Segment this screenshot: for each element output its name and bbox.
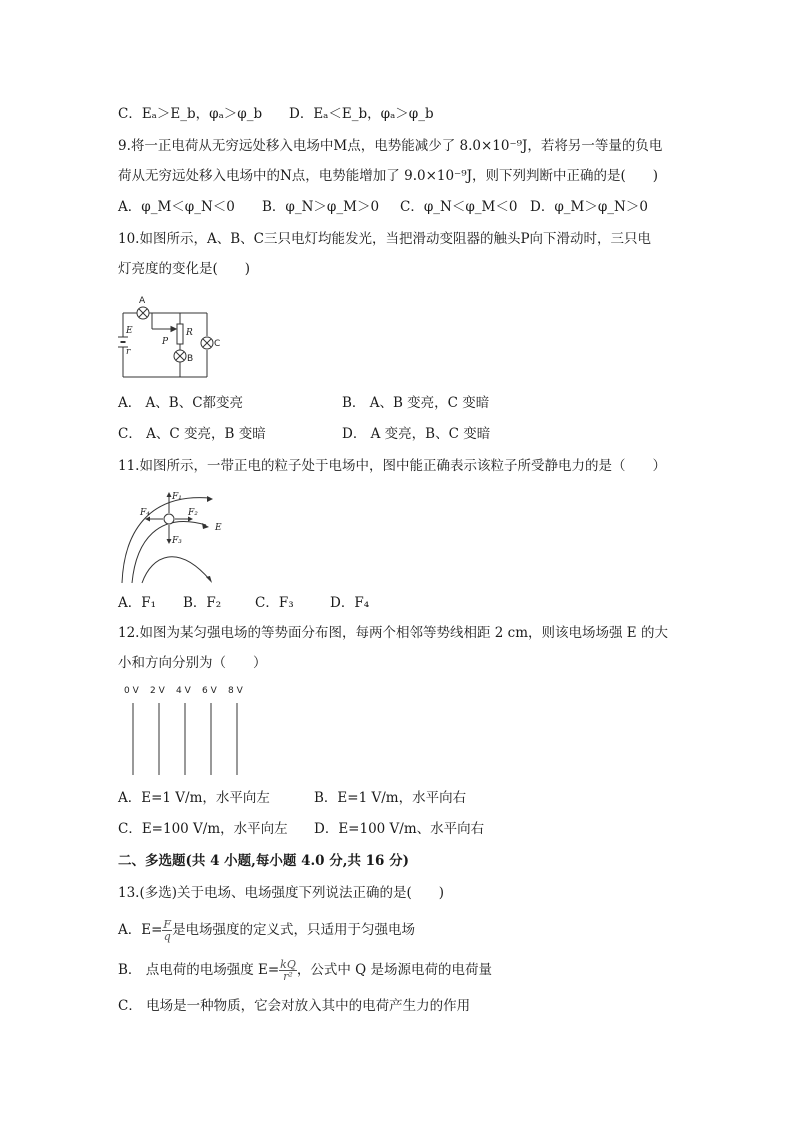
q9-option-a: A．φ_M＜φ_N＜0 [118,199,235,215]
q12-option-c: C．E=100 V/m，水平向左 [118,821,288,837]
potential-label-2v: 2 V [150,686,165,696]
q8-option-c: C．Eₐ＞E_b，φₐ＞φ_b [118,106,263,122]
q13-option-a-prefix: A．E= [118,922,163,938]
fraction-denominator: r² [283,970,293,983]
fraction-denominator: q [163,930,171,943]
q10-stem-line2: 灯亮度的变化是( ) [118,261,251,277]
q10-option-d: D． A 变亮，B、C 变暗 [342,426,491,442]
field-label-f3: F₃ [172,536,182,546]
q13-option-c: C． 电场是一种物质，它会对放入其中的电荷产生力的作用 [118,998,471,1014]
potential-label-6v: 6 V [202,686,217,696]
q11-option-a: A．F₁ [118,595,157,611]
q12-equipotential-diagram [118,683,258,779]
q13-option-b [118,957,492,983]
q10-option-c: C． A、C 变亮，B 变暗 [118,426,266,442]
q10-circuit-diagram [110,290,220,385]
q12-option-d: D．E=100 V/m、水平向右 [314,821,485,837]
q12-option-a: A．E=1 V/m，水平向左 [118,790,270,806]
potential-label-8v: 8 V [228,686,243,696]
field-label-f4: F₄ [140,508,150,518]
q13-option-a-suffix: 是电场强度的定义式，只适用于匀强电场 [172,922,416,938]
q9-option-d: D．φ_M＞φ_N＞0 [530,199,648,215]
circuit-label-r: R [186,328,193,338]
q8-option-d: D．Eₐ＜E_b，φₐ＞φ_b [289,106,434,122]
q13-option-b-fraction [279,959,297,982]
q10-stem-line1: 10.如图所示，A、B、C三只电灯均能发光，当把滑动变阻器的触头P向下滑动时，三只电 [118,231,652,247]
field-label-f2: F₂ [188,508,198,518]
q11-stem-line1: 11.如图所示，一带正电的粒子处于电场中，图中能正确表示该粒子所受静电力的是（ ） [118,458,666,474]
q12-stem-line2: 小和方向分别为（ ） [118,655,267,671]
field-label-e: E [215,523,222,533]
q11-option-b: B．F₂ [183,595,222,611]
circuit-label-c: C [214,339,221,349]
fraction-numerator: kQ [280,958,296,971]
q12-stem-line1: 12.如图为某匀强电场的等势面分布图，每两个相邻等势线相距 2 cm，则该电场场强 E 的大 [118,625,668,641]
q9-stem-line1: 9.将一正电荷从无穷远处移入电场中M点，电势能减少了 8.0×10⁻⁹J，若将另一等量的负电 [118,138,663,154]
q13-option-a [118,917,415,943]
potential-label-0v: 0 V [124,686,139,696]
section-title: 二、多选题(共 4 小题,每小题 4.0 分,共 16 分) [118,853,410,869]
q9-option-b: B．φ_N＞φ_M＞0 [262,199,380,215]
q9-stem-line2: 荷从无穷远处移入电场中的N点，电势能增加了 9.0×10⁻⁹J，则下列判断中正确的是( ) [118,168,659,184]
circuit-label-r-internal: r [126,347,131,357]
q12-option-b: B．E=1 V/m，水平向右 [314,790,467,806]
fraction-numerator: F [163,918,172,931]
q10-option-a: A． A、B、C都变亮 [118,395,244,411]
q11-option-d: D．F₄ [330,595,370,611]
q9-option-c: C．φ_N＜φ_M＜0 [400,199,518,215]
q13-option-b-suffix: ，公式中 Q 是场源电荷的电荷量 [296,962,493,978]
potential-label-4v: 4 V [176,686,191,696]
q13-option-b-prefix: B． 点电荷的电场强度 E= [118,962,280,978]
q13-option-a-fraction [162,919,172,942]
q11-option-c: C．F₃ [255,595,294,611]
circuit-label-p: P [162,337,169,347]
q11-field-diagram [118,483,228,585]
circuit-label-a: A [139,296,146,306]
circuit-label-e: E [126,326,133,336]
field-label-f1: F₁ [172,492,182,502]
q13-stem-line1: 13.(多选)关于电场、电场强度下列说法正确的是( ) [118,885,445,901]
circuit-label-b: B [187,354,194,364]
q10-option-b: B． A、B 变亮，C 变暗 [342,395,490,411]
